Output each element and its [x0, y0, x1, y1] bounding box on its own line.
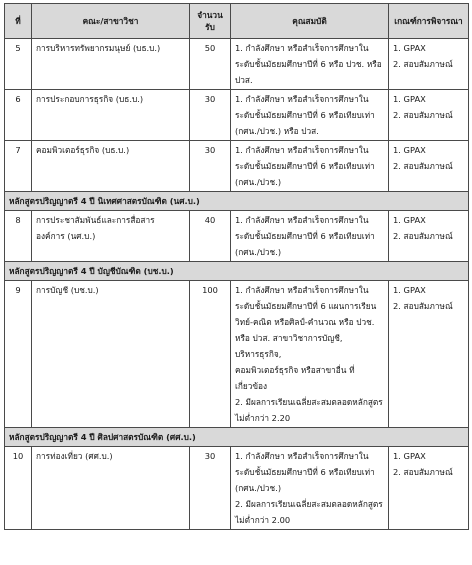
qualification-line: 1. กำลังศึกษา หรือสำเร็จการศึกษาใน [235, 215, 369, 225]
section-row [5, 262, 469, 281]
table-row [5, 447, 469, 530]
row-number: 5 [5, 39, 32, 90]
capacity-value: 40 [190, 211, 231, 262]
qualifications-cell [231, 211, 389, 262]
criteria-item: 2. สอบสัมภาษณ์ [393, 301, 453, 311]
criteria-item: 1. GPAX [393, 451, 426, 461]
table-row [5, 90, 469, 141]
qualification-line: ไม่ต่ำกว่า 2.00 [235, 515, 291, 525]
qualification-line: ระดับชั้นมัธยมศึกษาปีที่ 6 หรือเทียบเท่า [235, 110, 375, 120]
qualification-line: 2. มีผลการเรียนเฉลี่ยสะสมตลอดหลักสูตร [235, 397, 383, 407]
row-number: 8 [5, 211, 32, 262]
qualification-line: 1. กำลังศึกษา หรือสำเร็จการศึกษาใน [235, 94, 369, 104]
capacity-value: 30 [190, 90, 231, 141]
criteria-item: 2. สอบสัมภาษณ์ [393, 110, 453, 120]
criteria-item: 1. GPAX [393, 94, 426, 104]
row-number: 10 [5, 447, 32, 530]
table-body [5, 39, 469, 530]
criteria-item: 2. สอบสัมภาษณ์ [393, 231, 453, 241]
qualification-line: หรือ ปวส. สาขาวิชาการบัญชี, บริหารธุรกิจ, [235, 333, 343, 359]
section-title: หลักสูตรปริญญาตรี 4 ปี ศิลปศาสตรบัณฑิต (ศศ.บ.) [5, 428, 469, 447]
qualification-line: (กศน./ปวช.) [235, 177, 282, 187]
row-number: 7 [5, 141, 32, 192]
row-number: 9 [5, 281, 32, 428]
header-faculty: คณะ/สาขาวิชา [32, 4, 190, 39]
program-name: การบริหารทรัพยากรมนุษย์ (บธ.บ.) [32, 39, 190, 90]
row-number: 6 [5, 90, 32, 141]
qualification-line: วิทย์-คณิต หรือศิลป์-คำนวณ หรือ ปวช. [235, 317, 375, 327]
header-row [5, 4, 469, 39]
table-row [5, 141, 469, 192]
qualification-line: ระดับชั้นมัธยมศึกษาปีที่ 6 หรือเทียบเท่า [235, 231, 375, 241]
header-capacity: จำนวนรับ [190, 4, 231, 39]
capacity-value: 30 [190, 141, 231, 192]
section-row [5, 192, 469, 211]
qualifications-cell [231, 141, 389, 192]
qualification-line: ปวส. [235, 75, 253, 85]
program-name: คอมพิวเตอร์ธุรกิจ (บธ.บ.) [32, 141, 190, 192]
qualifications-cell [231, 447, 389, 530]
table-row [5, 281, 469, 428]
qualifications-cell [231, 281, 389, 428]
qualifications-cell [231, 90, 389, 141]
criteria-item: 1. GPAX [393, 145, 426, 155]
qualification-line: ระดับชั้นมัธยมศึกษาปีที่ 6 หรือ ปวช. หรือ [235, 59, 382, 69]
qualification-line: ระดับชั้นมัธยมศึกษาปีที่ 6 แผนการเรียน [235, 301, 377, 311]
qualification-line: 1. กำลังศึกษา หรือสำเร็จการศึกษาใน [235, 451, 369, 461]
criteria-item: 2. สอบสัมภาษณ์ [393, 59, 453, 69]
criteria-item: 1. GPAX [393, 285, 426, 295]
criteria-item: 2. สอบสัมภาษณ์ [393, 161, 453, 171]
qualification-line: 1. กำลังศึกษา หรือสำเร็จการศึกษาใน [235, 145, 369, 155]
program-name: การบัญชี (บช.บ.) [32, 281, 190, 428]
criteria-cell [389, 90, 469, 141]
qualification-line: (กศน./ปวช.) [235, 247, 282, 257]
criteria-cell [389, 39, 469, 90]
qualification-line: ระดับชั้นมัธยมศึกษาปีที่ 6 หรือเทียบเท่า [235, 161, 375, 171]
capacity-value: 30 [190, 447, 231, 530]
criteria-cell [389, 447, 469, 530]
criteria-cell [389, 141, 469, 192]
section-title: หลักสูตรปริญญาตรี 4 ปี บัญชีบัณฑิต (บช.บ.) [5, 262, 469, 281]
section-row [5, 428, 469, 447]
qualification-line: ไม่ต่ำกว่า 2.20 [235, 413, 291, 423]
qualification-line: 1. กำลังศึกษา หรือสำเร็จการศึกษาใน [235, 285, 369, 295]
capacity-value: 50 [190, 39, 231, 90]
qualification-line: 2. มีผลการเรียนเฉลี่ยสะสมตลอดหลักสูตร [235, 499, 383, 509]
qualifications-cell [231, 39, 389, 90]
program-name: การประชาสัมพันธ์และการสื่อสาร องค์การ (นศ.บ.) [32, 211, 190, 262]
header-criteria: เกณฑ์การพิจารณา [389, 4, 469, 39]
criteria-item: 1. GPAX [393, 43, 426, 53]
table-row [5, 211, 469, 262]
criteria-cell [389, 211, 469, 262]
header-no: ที่ [5, 4, 32, 39]
criteria-item: 1. GPAX [393, 215, 426, 225]
admission-table [4, 3, 469, 530]
qualification-line: (กศน./ปวช.) หรือ ปวส. [235, 126, 319, 136]
criteria-cell [389, 281, 469, 428]
qualification-line: (กศน./ปวช.) [235, 483, 282, 493]
program-name: การประกอบการธุรกิจ (บธ.บ.) [32, 90, 190, 141]
section-title: หลักสูตรปริญญาตรี 4 ปี นิเทศศาสตรบัณฑิต (นศ.บ.) [5, 192, 469, 211]
header-qualifications: คุณสมบัติ [231, 4, 389, 39]
qualification-line: คอมพิวเตอร์ธุรกิจ หรือสาขาอื่น ที่เกี่ยวข้อง [235, 365, 355, 391]
criteria-item: 2. สอบสัมภาษณ์ [393, 467, 453, 477]
program-name: การท่องเที่ยว (ศศ.บ.) [32, 447, 190, 530]
qualification-line: 1. กำลังศึกษา หรือสำเร็จการศึกษาใน [235, 43, 369, 53]
capacity-value: 100 [190, 281, 231, 428]
qualification-line: ระดับชั้นมัธยมศึกษาปีที่ 6 หรือเทียบเท่า [235, 467, 375, 477]
table-row [5, 39, 469, 90]
